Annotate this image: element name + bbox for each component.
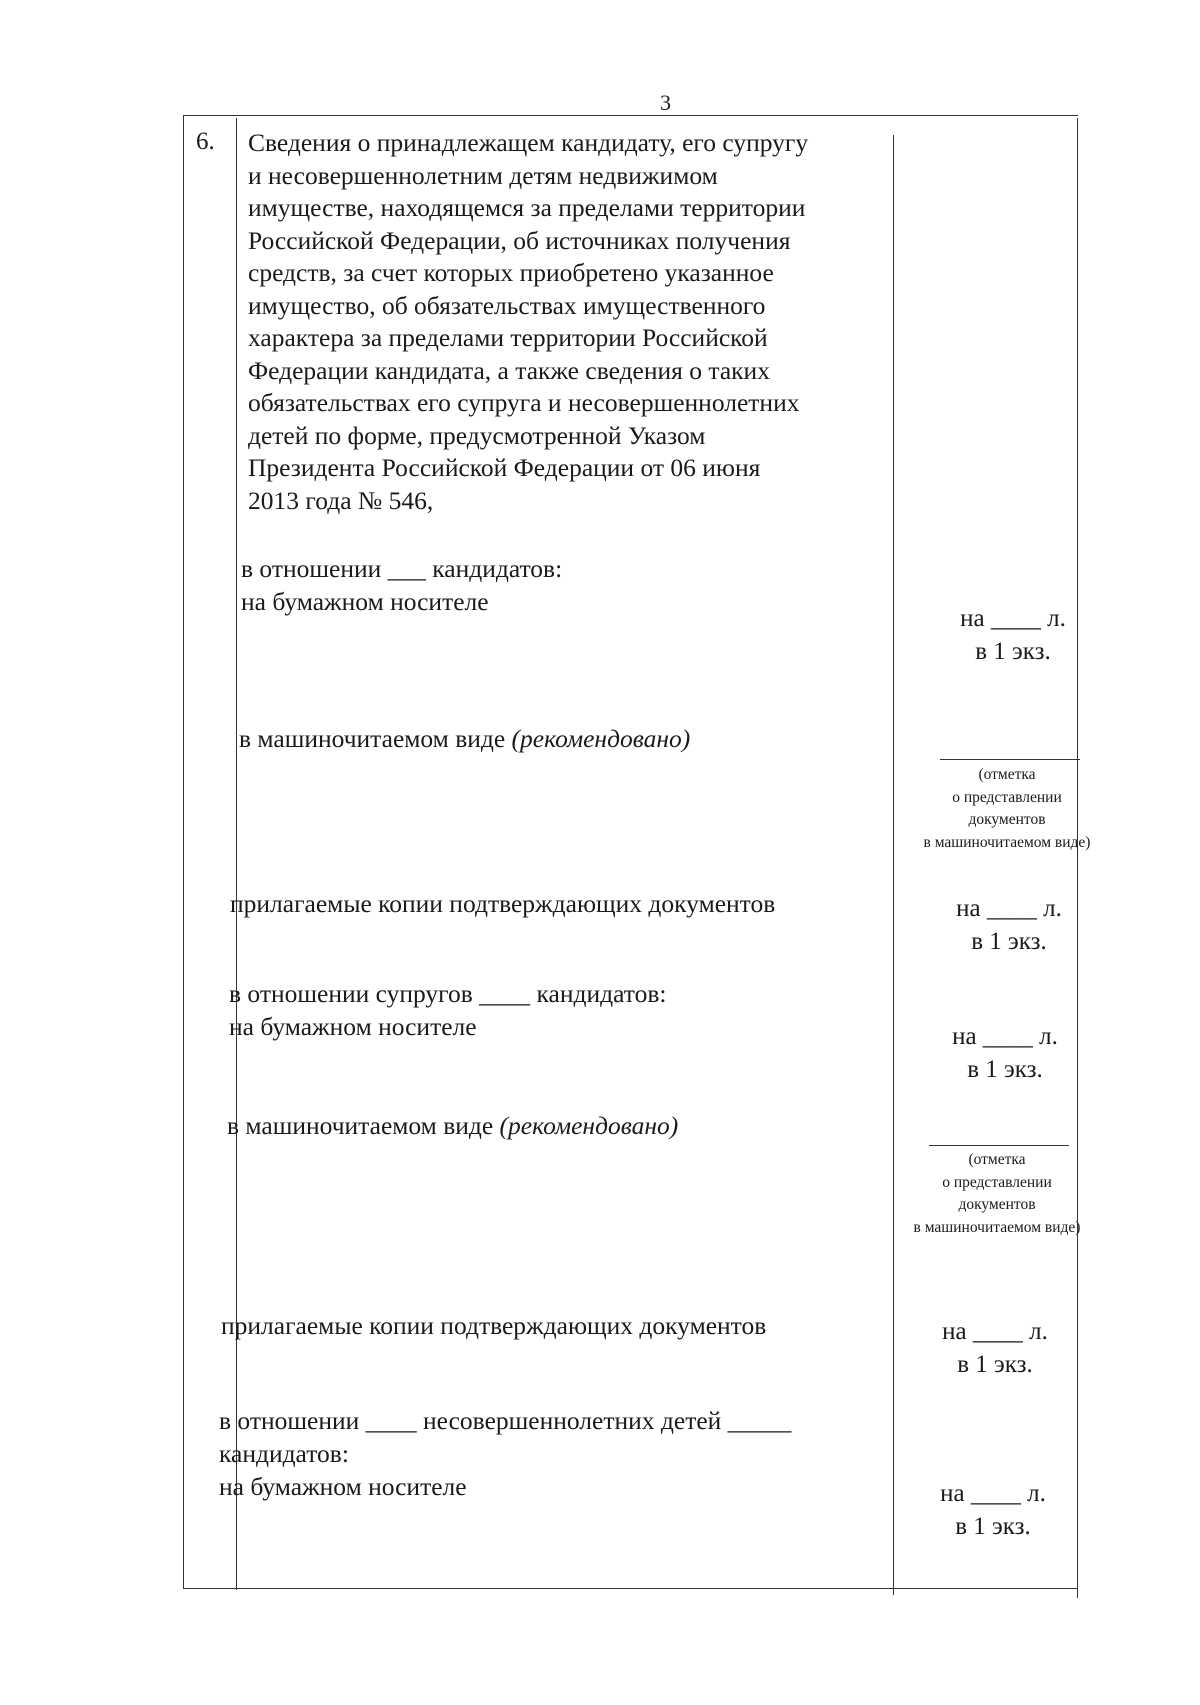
description-line: обязательствах его супруга и несовершеннолетних [248, 388, 800, 417]
candidates-mark-line [940, 759, 1080, 760]
mark-line-text: в машиночитаемом виде) [923, 833, 1091, 851]
description-line: Российской Федерации, об источниках получения [248, 225, 791, 255]
candidates-machine-label [239, 723, 690, 756]
copies-field: в 1 экз. [955, 1513, 1031, 1540]
candidates-copies-label: прилагаемые копии подтверждающих документов [230, 889, 776, 918]
children-heading-line2: кандидатов: [219, 1439, 349, 1468]
mark-line-text: документов [958, 1196, 1036, 1213]
candidates-copies-sheet-count [899, 892, 1119, 958]
children-paper-sheet-count [883, 1477, 1103, 1543]
candidates-heading: в отношении ___ кандидатов: [241, 554, 563, 583]
candidates-paper-sheet-count [903, 602, 1123, 668]
item-description [248, 127, 898, 517]
description-line: 2013 года № 546, [248, 485, 434, 515]
spouses-machine-label [227, 1110, 678, 1143]
recommended-note: (рекомендовано) [511, 724, 691, 753]
candidates-paper-label: на бумажном носителе [241, 587, 489, 616]
mark-line-text: в машиночитаемом виде) [913, 1218, 1081, 1236]
copies-field: в 1 экз. [957, 1351, 1033, 1378]
spouses-copies-label: прилагаемые копии подтверждающих документов [221, 1311, 767, 1340]
row-number: 6. [196, 128, 215, 155]
candidates-machine-mark [877, 764, 1137, 854]
spouses-heading: в отношении супругов ____ кандидатов: [229, 979, 667, 1008]
page-number: 3 [660, 90, 671, 115]
description-line: Федерации кандидата, а также сведения о таких [248, 355, 770, 385]
recommended-note: (рекомендовано) [499, 1111, 679, 1140]
mark-line-text: о представлении [942, 1173, 1052, 1191]
spouses-paper-label: на бумажном носителе [229, 1012, 477, 1041]
mark-line-text: (отметка [968, 1151, 1026, 1168]
mark-line-text: документов [968, 811, 1046, 828]
children-paper-label: на бумажном носителе [219, 1472, 467, 1501]
description-line: имущество, об обязательствах имущественного [248, 290, 766, 320]
machine-label-text: в машиночитаемом виде [239, 724, 512, 753]
sheets-field: на ____ л. [942, 1318, 1048, 1345]
spouses-mark-line [929, 1145, 1069, 1146]
description-line: характера за пределами территории Российской [248, 323, 768, 352]
description-line: имуществе, находящемся за пределами территории [248, 193, 806, 222]
description-line: и несовершеннолетним детям недвижимом [248, 160, 718, 190]
sheets-field: на ____ л. [940, 1480, 1046, 1507]
spouses-paper-sheet-count [895, 1020, 1115, 1086]
table-bottom-border [183, 1588, 1078, 1589]
description-line: детей по форме, предусмотренной Указом [248, 420, 706, 450]
sheets-field: на ____ л. [952, 1023, 1058, 1050]
children-heading-line1: в отношении ____ несовершеннолетних детей _____ [219, 1406, 792, 1435]
spouses-copies-sheet-count [885, 1315, 1105, 1381]
mark-line-text: (отметка [978, 766, 1036, 783]
description-line: средств, за счет которых приобретено указанное [248, 258, 774, 287]
copies-field: в 1 экз. [971, 928, 1047, 955]
machine-label-text: в машиночитаемом виде [227, 1111, 500, 1140]
sheets-field: на ____ л. [960, 605, 1066, 632]
description-line: Сведения о принадлежащем кандидату, его супругу [248, 128, 809, 157]
mark-line-text: о представлении [952, 788, 1062, 806]
table-left-border [183, 115, 184, 1588]
description-line: Президента Российской Федерации от 06 июня [248, 453, 761, 482]
spouses-machine-mark [867, 1149, 1127, 1239]
number-column-divider [236, 118, 237, 1590]
copies-field: в 1 экз. [967, 1056, 1043, 1083]
sheets-field: на ____ л. [956, 895, 1062, 922]
copies-field: в 1 экз. [975, 638, 1051, 665]
table-top-border [183, 115, 1078, 116]
